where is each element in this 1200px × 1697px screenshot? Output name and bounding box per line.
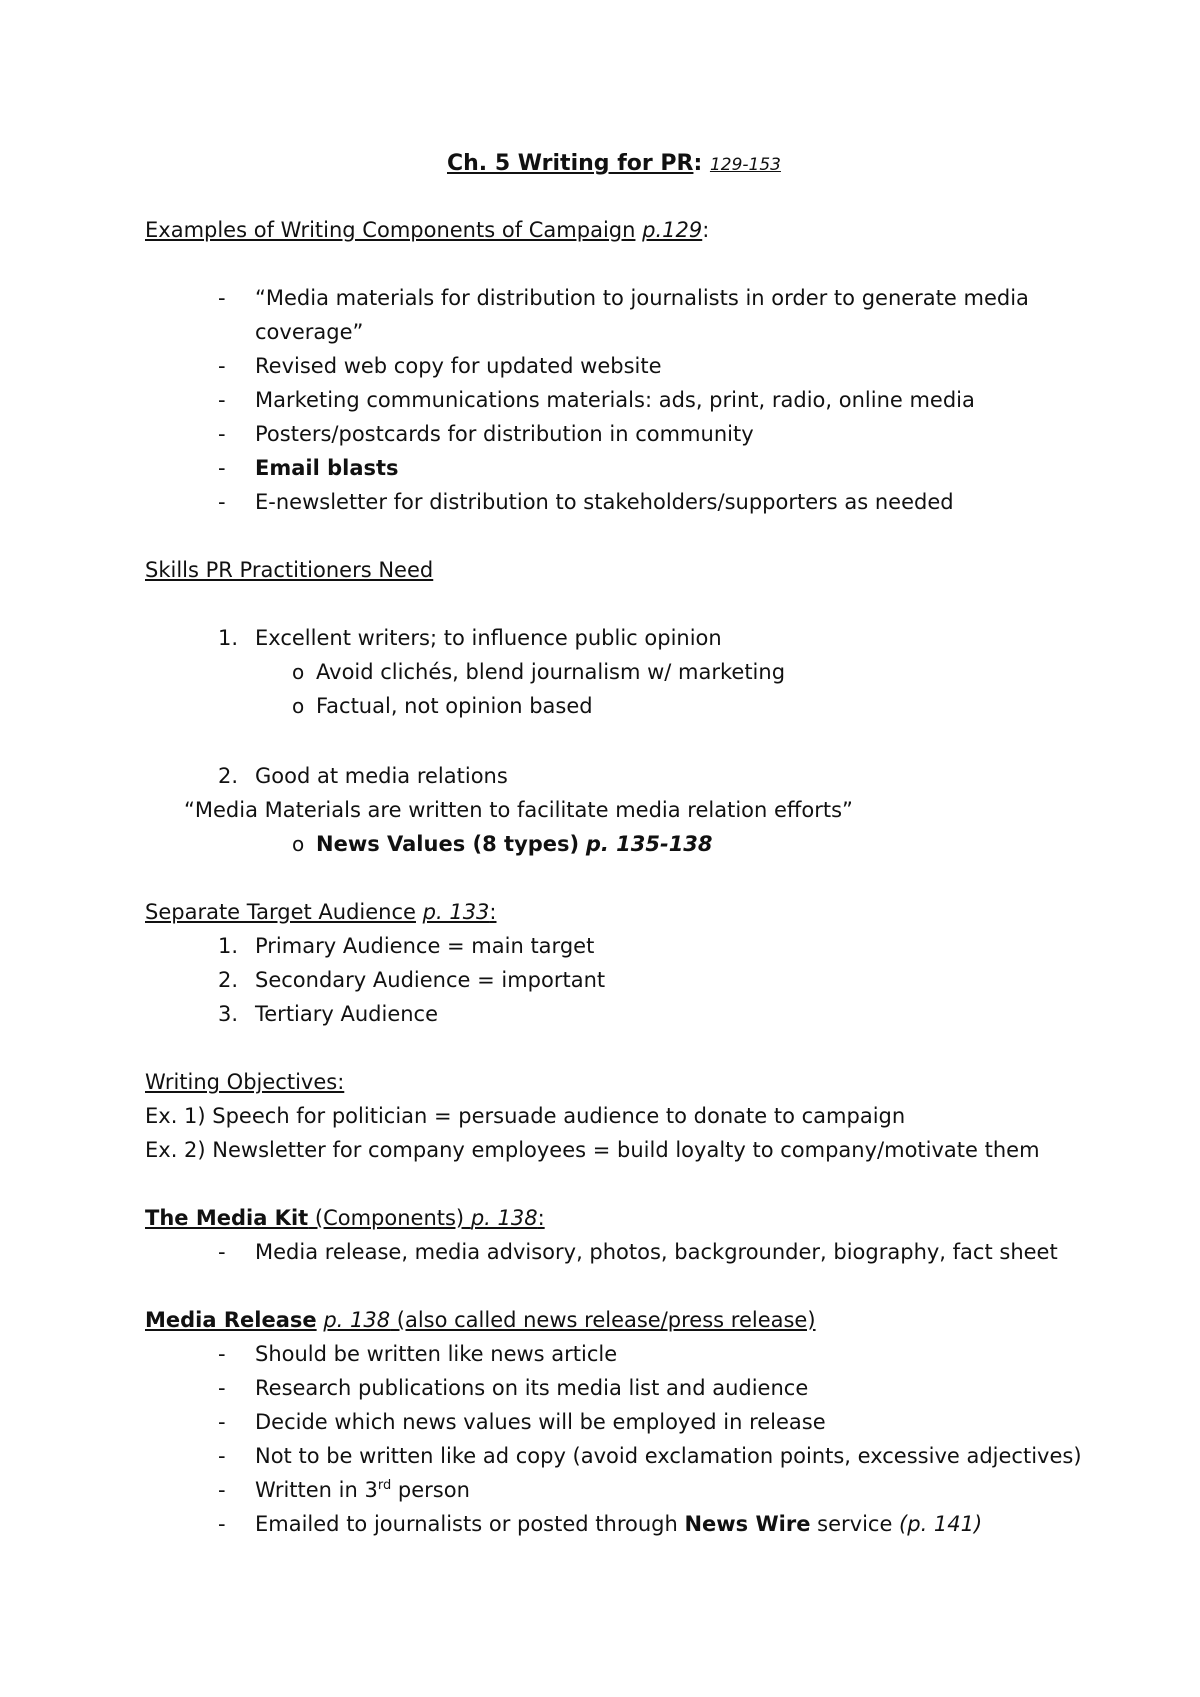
section-heading-skills: Skills PR Practitioners Need xyxy=(145,558,434,582)
list-item: Secondary Audience = important xyxy=(255,968,606,992)
news-values-label: News Values (8 types) xyxy=(316,832,580,856)
item-page-ref: (p. 141) xyxy=(899,1512,983,1536)
page-title xyxy=(447,150,781,179)
heading-page-ref: p. 138 xyxy=(470,1206,538,1230)
item-text-pre: Emailed to journalists or posted through xyxy=(255,1512,685,1536)
list-item: Excellent writers; to influence public opinion xyxy=(255,626,722,650)
heading-bold-text: The Media Kit xyxy=(145,1206,309,1230)
sub-list-item-news-values xyxy=(316,830,713,858)
bullet-dash: - xyxy=(218,1444,226,1468)
list-number: 2. xyxy=(217,764,238,788)
news-values-ref: p. 135-138 xyxy=(585,832,713,856)
bullet-dash: - xyxy=(218,456,226,480)
list-number: 1. xyxy=(217,626,238,650)
section-heading-target-audience xyxy=(145,898,497,926)
list-item: “Media materials for distribution to journalists in order to generate media xyxy=(255,286,1029,310)
list-item-third-person xyxy=(255,1476,470,1504)
list-item: Tertiary Audience xyxy=(255,1002,439,1026)
heading-text: Examples of Writing Components of Campaign xyxy=(145,218,636,242)
bullet-dash: - xyxy=(218,388,226,412)
list-item: Good at media relations xyxy=(255,764,508,788)
heading-page-ref: p. 133 xyxy=(422,900,490,924)
sub-bullet-circle: o xyxy=(292,660,305,684)
heading-colon: : xyxy=(702,218,710,242)
section-heading-writing-components xyxy=(145,216,709,244)
list-item: Not to be written like ad copy (avoid exclamation points, excessive adjectives) xyxy=(255,1444,1082,1468)
title-page-range: 129-153 xyxy=(709,155,781,175)
section-heading-media-release xyxy=(145,1306,816,1334)
list-item-continuation: coverage” xyxy=(255,320,364,344)
heading-page-ref: p. 138 xyxy=(323,1308,391,1332)
list-item: Decide which news values will be employed in release xyxy=(255,1410,826,1434)
sub-list-item: Avoid clichés, blend journalism w/ marketing xyxy=(316,660,786,684)
quote-line: “Media Materials are written to facilitate media relation efforts” xyxy=(184,798,853,822)
sub-bullet-circle: o xyxy=(292,832,305,856)
list-item: Marketing communications materials: ads, print, radio, online media xyxy=(255,388,975,412)
bullet-dash: - xyxy=(218,422,226,446)
title-text: Ch. 5 Writing for PR xyxy=(447,151,694,176)
bullet-dash: - xyxy=(218,490,226,514)
section-heading-writing-objectives: Writing Objectives: xyxy=(145,1070,345,1094)
bullet-dash: - xyxy=(218,1376,226,1400)
list-number: 2. xyxy=(217,968,238,992)
bullet-dash: - xyxy=(218,354,226,378)
heading-text: Separate Target Audience xyxy=(145,900,416,924)
list-item: Research publications on its media list and audience xyxy=(255,1376,809,1400)
bullet-dash: - xyxy=(218,1410,226,1434)
bullet-dash: - xyxy=(218,1342,226,1366)
bullet-dash: - xyxy=(218,1240,226,1264)
list-item: E-newsletter for distribution to stakeholders/supporters as needed xyxy=(255,490,954,514)
sub-list-item: Factual, not opinion based xyxy=(316,694,593,718)
bullet-dash: - xyxy=(218,1478,226,1502)
item-text-pre: Written in 3 xyxy=(255,1478,378,1502)
bullet-dash: - xyxy=(218,1512,226,1536)
heading-rest: (also called news release/press release) xyxy=(390,1308,816,1332)
superscript-rd: rd xyxy=(377,1478,392,1493)
list-item: Posters/postcards for distribution in community xyxy=(255,422,754,446)
item-text-mid: service xyxy=(810,1512,900,1536)
list-item: Primary Audience = main target xyxy=(255,934,595,958)
list-item: Email blasts xyxy=(255,456,399,480)
heading-colon: : xyxy=(489,900,497,924)
list-number: 1. xyxy=(217,934,238,958)
bullet-dash: - xyxy=(218,286,226,310)
list-item: Revised web copy for updated website xyxy=(255,354,662,378)
list-number: 3. xyxy=(217,1002,238,1026)
news-wire-label: News Wire xyxy=(684,1512,811,1536)
heading-bold-text: Media Release xyxy=(145,1308,317,1332)
list-item: Media release, media advisory, photos, backgrounder, biography, fact sheet xyxy=(255,1240,1058,1264)
heading-colon: : xyxy=(537,1206,545,1230)
list-item: Should be written like news article xyxy=(255,1342,618,1366)
list-item-news-wire xyxy=(255,1510,982,1538)
heading-page-ref: p.129 xyxy=(642,218,703,242)
item-text-post: person xyxy=(391,1478,470,1502)
example-line: Ex. 1) Speech for politician = persuade audience to donate to campaign xyxy=(145,1104,906,1128)
heading-rest: (Components) xyxy=(308,1206,471,1230)
sub-bullet-circle: o xyxy=(292,694,305,718)
example-line: Ex. 2) Newsletter for company employees = build loyalty to company/motivate them xyxy=(145,1138,1040,1162)
title-colon: : xyxy=(693,151,703,176)
section-heading-media-kit xyxy=(145,1204,545,1232)
